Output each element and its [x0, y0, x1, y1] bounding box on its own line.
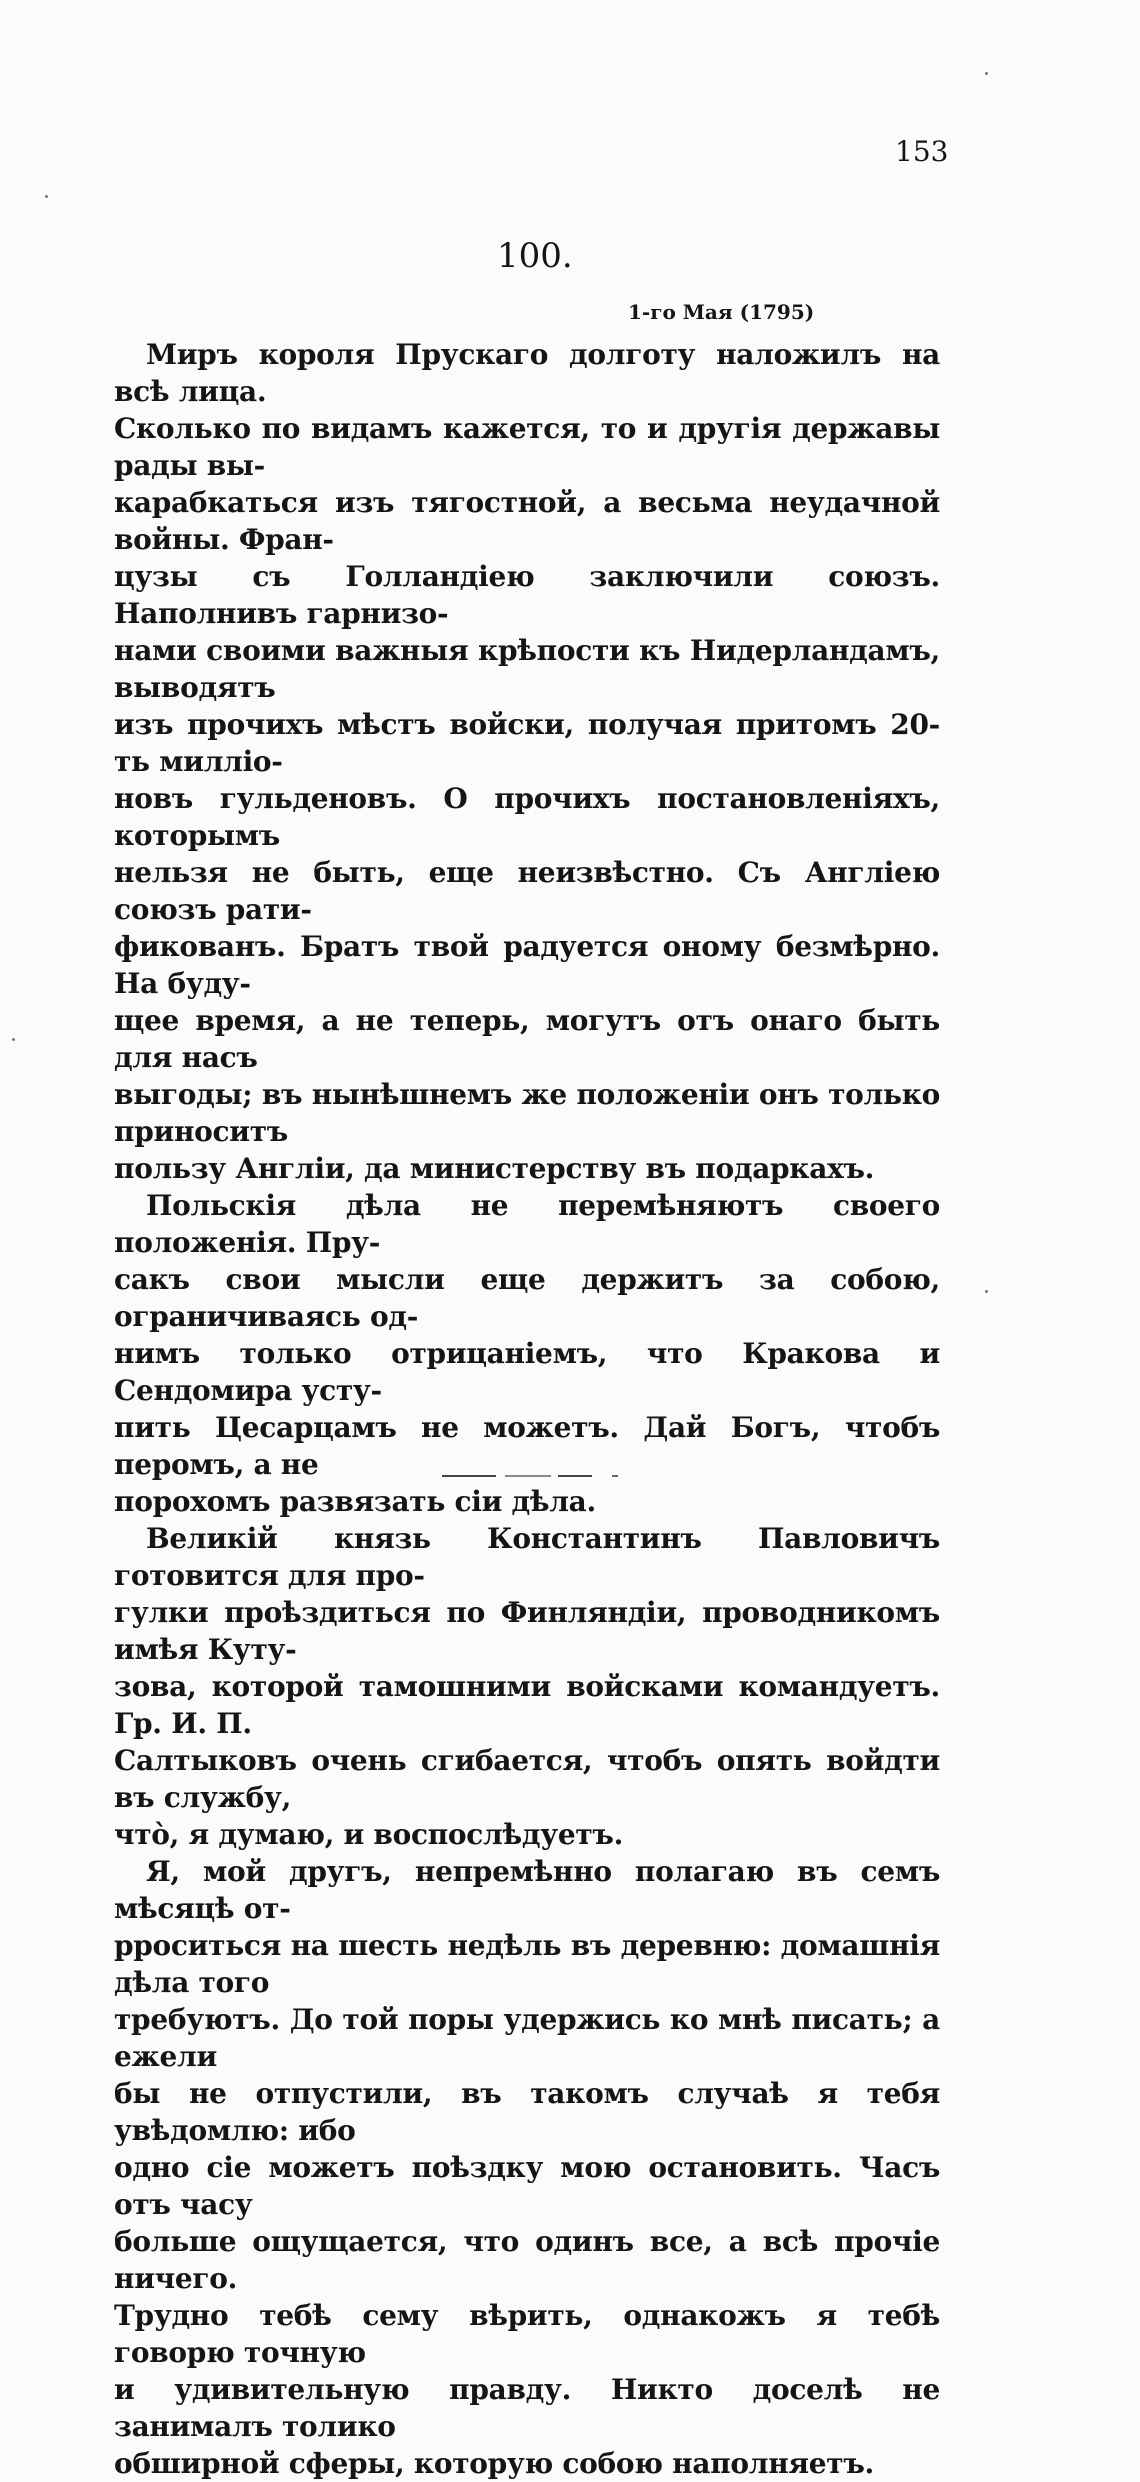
letter-date: 1-го Мая (1795)	[628, 300, 815, 324]
page-number: 153	[895, 135, 949, 168]
end-rule-segment	[505, 1475, 551, 1477]
paragraph-3: Великій князь Константинъ Павловичъ готовится для про- гулки проѣздиться по Финляндіи, проводникомъ имѣя Куту- зова, которой тамошними войсками командуетъ. Гр. И. П. Салтыковъ очень сгибается, чтобъ опять войдти въ службу, чтò, я думаю, и воспослѣдуетъ.	[114, 1522, 940, 1851]
paragraph-1: Миръ короля Прускаго долготу наложилъ на всѣ лица. Сколько по видамъ кажется, то и другія державы рады вы- карабкаться изъ тягостной, а весьма неудачной войны. Фран- цузы съ Голландіею заключили союзъ. Наполнивъ гарнизо- нами своими важныя крѣпости къ Нидерландамъ, выводятъ изъ прочихъ мѣстъ войски, получая притомъ 20-ть милліо- новъ гульденовъ. О прочихъ постановленіяхъ, которымъ нельзя не быть, еще неизвѣстно. Съ Англіею союзъ рати- фикованъ. Братъ твой радуется оному безмѣрно. На буду- щее время, а не теперь, могутъ отъ онаго быть для насъ выгоды; въ нынѣшнемъ же положеніи онъ только приноситъ пользу Англіи, да министерству въ подаркахъ.	[114, 338, 940, 1185]
end-rule-segment	[558, 1475, 592, 1477]
end-rule-segment	[442, 1475, 496, 1477]
scan-speck	[45, 195, 48, 198]
paragraph-2: Польскія дѣла не перемѣняютъ своего положенія. Пру- сакъ свои мысли еще держитъ за собою, ограничиваясь од- нимъ только отрицаніемъ, что Кракова и Сендомира усту- пить Цесарцамъ не можетъ. Дай Богъ, чтобъ перомъ, а не порохомъ развязать сіи дѣла.	[114, 1189, 940, 1518]
letter-body	[114, 336, 940, 2482]
letter-number: 100.	[497, 236, 573, 276]
scan-speck	[985, 72, 988, 75]
end-rule-segment	[612, 1475, 618, 1477]
scan-speck	[12, 1038, 15, 1041]
paragraph-4: Я, мой другъ, непремѣнно полагаю въ семъ мѣсяцѣ от- pроситься на шесть недѣль въ деревню: домашнія дѣла того требуютъ. До той поры удержись ко мнѣ писать; а ежели бы не отпустили, въ такомъ случаѣ я тебя увѣдомлю: ибо одно сіе можетъ поѣздку мою остановить. Часъ отъ часу больше ощущается, что одинъ все, а всѣ прочіе ничего. Трудно тебѣ сему вѣрить, однакожъ я тебѣ говорю точную и удивительную правду. Никто доселѣ не занималъ толико обширной сферы, которую собою наполняетъ.	[114, 1855, 940, 2480]
scan-speck	[985, 1290, 988, 1293]
